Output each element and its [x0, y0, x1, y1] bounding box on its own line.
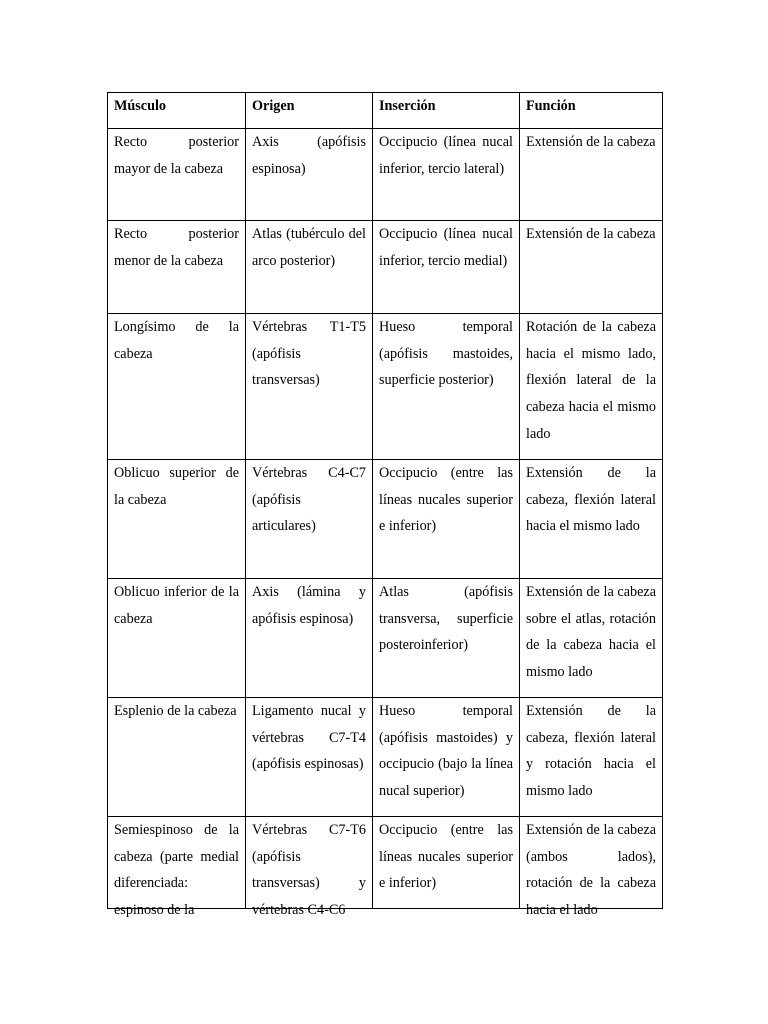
cell-insercion: Hueso temporal (apófisis mastoides) y occipucio (bajo la línea nucal superior)	[373, 698, 520, 817]
cell-funcion: Extensión de la cabeza	[520, 221, 663, 314]
cell-insercion: Occipucio (línea nucal inferior, tercio lateral)	[373, 129, 520, 221]
cell-funcion: Extensión de la cabeza sobre el atlas, rotación de la cabeza hacia el mismo lado	[520, 579, 663, 698]
cell-musculo: Longísimo de la cabeza	[108, 314, 246, 460]
header-insercion: Inserción	[373, 93, 520, 129]
cell-funcion: Extensión de la cabeza	[520, 129, 663, 221]
table-row	[108, 221, 663, 314]
cell-insercion: Atlas (apófisis transversa, superficie posteroinferior)	[373, 579, 520, 698]
cell-funcion: Extensión de la cabeza, flexión lateral hacia el mismo lado	[520, 460, 663, 579]
table-row	[108, 698, 663, 817]
cell-origen: Axis (apófisis espinosa)	[246, 129, 373, 221]
cell-musculo: Recto posterior mayor de la cabeza	[108, 129, 246, 221]
cell-origen: Vértebras T1-T5 (apófisis transversas)	[246, 314, 373, 460]
cell-insercion: Occipucio (entre las líneas nucales superior e inferior)	[373, 460, 520, 579]
cell-musculo	[108, 817, 246, 919]
muscle-table	[107, 92, 663, 919]
header-funcion: Función	[520, 93, 663, 129]
cell-funcion: Extensión de la cabeza, flexión lateral y rotación hacia el mismo lado	[520, 698, 663, 817]
cell-insercion: Occipucio (línea nucal inferior, tercio medial)	[373, 221, 520, 314]
table-row	[108, 817, 663, 909]
table-header-row	[108, 93, 663, 129]
cell-insercion: Hueso temporal (apófisis mastoides, superficie posterior)	[373, 314, 520, 460]
cell-origen	[246, 817, 373, 919]
cell-funcion	[520, 817, 663, 919]
table-row	[108, 460, 663, 579]
cell-origen: Ligamento nucal y vértebras C7-T4 (apófisis espinosas)	[246, 698, 373, 817]
cell-insercion	[373, 817, 520, 909]
cell-musculo: Oblicuo superior de la cabeza	[108, 460, 246, 579]
cell-text: Vértebras C7-T6 (apófisis transversas) y vértebras C4-C6	[252, 822, 366, 919]
cell-musculo: Recto posterior menor de la cabeza	[108, 221, 246, 314]
header-origen: Origen	[246, 93, 373, 129]
cell-text: Occipucio (entre las líneas nucales superior e inferior)	[379, 822, 513, 892]
header-musculo: Músculo	[108, 93, 246, 129]
cell-text: Extensión de la cabeza (ambos lados), rotación de la cabeza hacia el lado	[526, 822, 656, 919]
table-row	[108, 129, 663, 221]
cell-musculo: Oblicuo inferior de la cabeza	[108, 579, 246, 698]
table-row	[108, 314, 663, 460]
cell-origen: Axis (lámina y apófisis espinosa)	[246, 579, 373, 698]
cell-musculo: Esplenio de la cabeza	[108, 698, 246, 817]
cell-text: Semiespinoso de la cabeza (parte medial diferenciada: espinoso de la	[114, 822, 239, 919]
cell-origen: Vértebras C4-C7 (apófisis articulares)	[246, 460, 373, 579]
cell-origen: Atlas (tubérculo del arco posterior)	[246, 221, 373, 314]
cell-funcion: Rotación de la cabeza hacia el mismo lado, flexión lateral de la cabeza hacia el mismo lado	[520, 314, 663, 460]
table-row	[108, 579, 663, 698]
